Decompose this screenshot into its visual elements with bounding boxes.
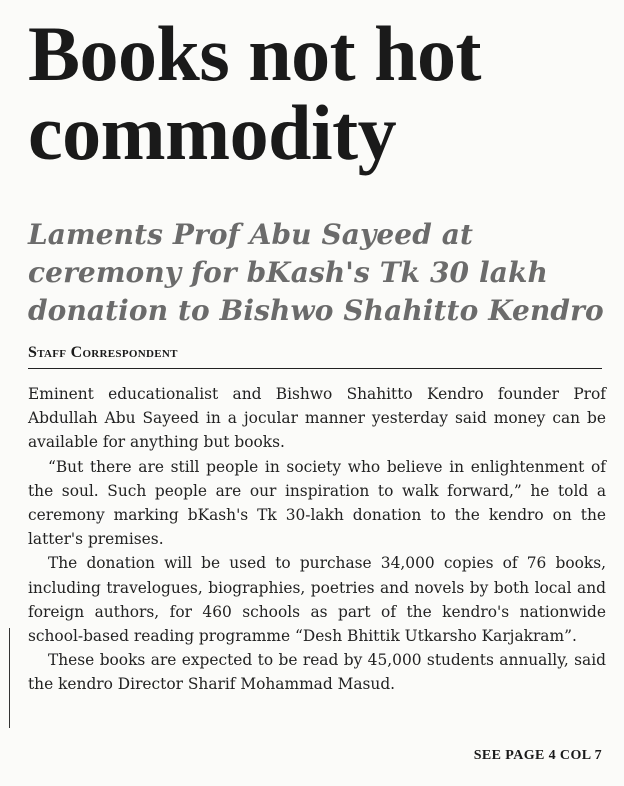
paragraph-2: “But there are still people in society who believe in enlightenment of the soul. Such people are our inspiration to walk forward,” he told a ceremony marking bKash's Tk 30-lakh donation to the kendro on the latter's premises.	[28, 457, 606, 549]
paragraph-4: These books are expected to be read by 45,000 students annually, said the kendro Director Sharif Mohammad Masud.	[28, 651, 606, 694]
continued-on-page: SEE PAGE 4 COL 7	[473, 748, 602, 763]
byline-divider	[28, 368, 602, 369]
article-body	[28, 382, 606, 697]
byline: Staff Correspondent	[28, 344, 178, 361]
paragraph-1: Eminent educationalist and Bishwo Shahitto Kendro founder Prof Abdullah Abu Sayeed in a jocular manner yesterday said money can be available for anything but books.	[28, 385, 606, 452]
paragraph-3: The donation will be used to purchase 34,000 copies of 76 books, including travelogues, biographies, poetries and novels by both local and foreign authors, for 460 schools as part of the kendro's nationwide school-based reading programme “Desh Bhittik Utkarsho Karjakram”.	[28, 554, 606, 646]
headline: Books not hot commodity	[28, 10, 481, 176]
subheadline: Laments Prof Abu Sayeed at ceremony for bKash's Tk 30 lakh donation to Bishwo Shahitto Kendro	[28, 218, 604, 327]
column-edge-rule	[9, 628, 10, 728]
